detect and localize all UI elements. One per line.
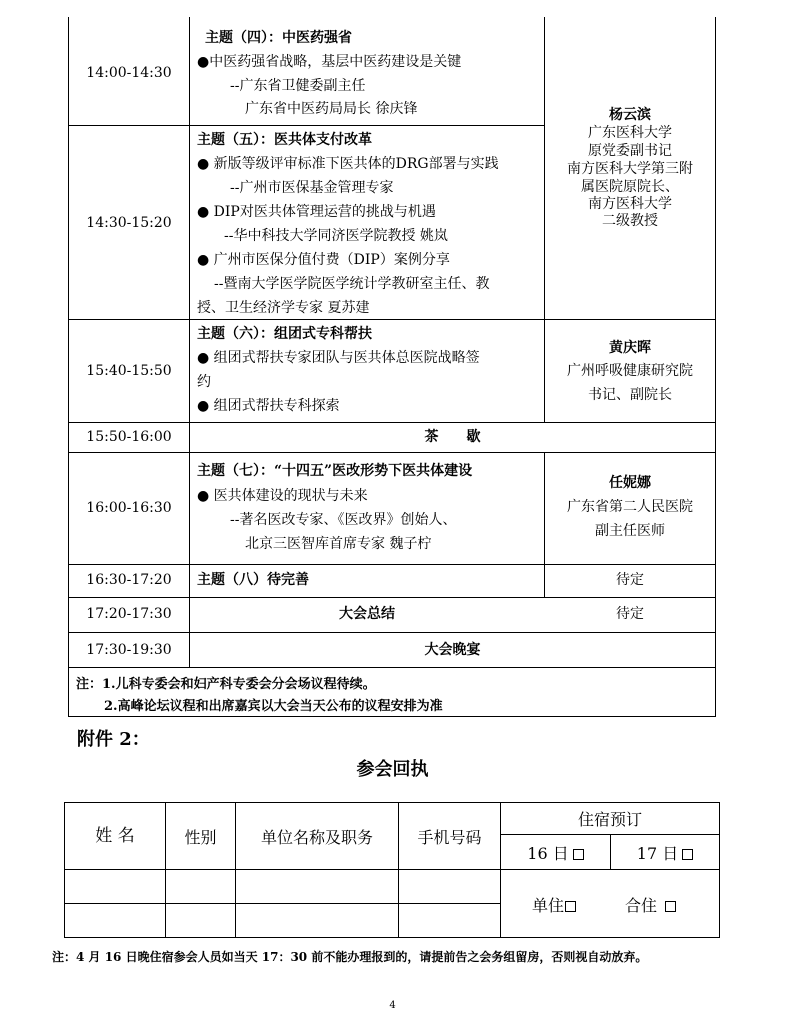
schedule-note: 注：1.儿科专委会和妇产科专委会分会场议程待续。	[76, 677, 376, 692]
checkbox-single[interactable]	[565, 901, 576, 912]
topic-title: 主题（六）：组团式专科帮扶	[197, 326, 372, 342]
chair-tbd: 待定	[616, 606, 644, 622]
header-unit: 单位名称及职务	[260, 828, 373, 847]
day16-option[interactable]	[501, 844, 610, 864]
topic-line: --广东省卫健委副主任	[230, 78, 366, 94]
day17-label: 17 日	[636, 844, 679, 863]
day17-option[interactable]	[611, 844, 719, 864]
time-cell: 15:40-15:50	[86, 363, 172, 379]
topic-line: ● 组团式帮扶专科探索	[197, 398, 340, 414]
closing-summary: 大会总结	[339, 606, 395, 622]
topic-line: --暨南大学医学院医学统计学教研室主任、教	[214, 276, 490, 292]
topic-line: ● DIP对医共体管理运营的挑战与机遇	[197, 204, 436, 220]
chair-tbd: 待定	[616, 572, 644, 588]
single-room-option[interactable]	[532, 896, 576, 916]
time-cell: 16:00-16:30	[86, 500, 172, 516]
attachment-label: 附件 2：	[77, 729, 150, 750]
time-cell: 14:30-15:20	[86, 215, 172, 231]
chair-title: 原党委副书记	[588, 143, 672, 159]
chair-title: 广东医科大学	[588, 125, 672, 141]
topic-title: 主题（七）：“十四五”医改形势下医共体建设	[197, 463, 473, 479]
topic-line: ● 新版等级评审标准下医共体的DRG部署与实践	[197, 156, 499, 172]
form-title: 参会回执	[356, 759, 429, 780]
topic-line: 北京三医智库首席专家 魏子柠	[245, 536, 432, 552]
topic-line: ● 医共体建设的现状与未来	[197, 488, 368, 504]
footnote: 注：4 月 16 日晚住宿参会人员如当天 17：30 前不能办理报到的，请提前告之会务组留房，否则视自动放弃。	[52, 950, 648, 964]
header-gender: 性别	[184, 828, 217, 847]
chair-name: 杨云滨	[609, 107, 651, 123]
topic-title: 主题（五）：医共体支付改革	[197, 132, 372, 148]
time-cell: 14:00-14:30	[86, 65, 172, 81]
topic-line: --著名医改专家、《医改界》创始人、	[230, 512, 457, 528]
chair-title: 书记、副院长	[588, 387, 672, 403]
time-cell: 17:30-19:30	[86, 642, 172, 658]
chair-title: 副主任医师	[595, 523, 665, 539]
topic-line: 广东省中医药局局长 徐庆锋	[245, 101, 418, 117]
single-room-label: 单住	[532, 896, 565, 915]
topic-line: --广州市医保基金管理专家	[230, 180, 394, 196]
tea-break: 茶 歇	[424, 429, 481, 445]
time-cell: 17:20-17:30	[86, 606, 172, 622]
chair-title: 二级教授	[602, 213, 658, 229]
chair-name: 任妮娜	[609, 475, 651, 491]
chair-name: 黄庆晖	[609, 340, 651, 356]
chair-title: 广东省第二人民医院	[567, 499, 693, 515]
schedule-note: 2.高峰论坛议程和出席嘉宾以大会当天公布的议程安排为准	[104, 699, 443, 714]
header-name: 姓 名	[95, 826, 135, 846]
shared-room-label: 合住	[625, 896, 658, 915]
header-phone: 手机号码	[417, 828, 482, 847]
topic-line: 约	[197, 374, 211, 390]
shared-room-option[interactable]	[625, 896, 676, 916]
topic-line: ●中医药强省战略，基层中医药建设是关键	[197, 54, 462, 70]
topic-title: 主题（八）待完善	[197, 572, 309, 588]
banquet: 大会晚宴	[424, 642, 481, 658]
time-cell: 15:50-16:00	[86, 429, 172, 445]
chair-title: 南方医科大学	[588, 196, 672, 212]
topic-line: 授、卫生经济学专家 夏苏建	[197, 300, 370, 316]
topic-line: --华中科技大学同济医学院教授 姚岚	[224, 228, 448, 244]
topic-title: 主题（四）：中医药强省	[205, 30, 352, 46]
checkbox-day16[interactable]	[573, 849, 584, 860]
chair-title: 属医院原院长、	[581, 179, 679, 195]
topic-line: ● 广州市医保分值付费（DIP）案例分享	[197, 252, 450, 268]
time-cell: 16:30-17:20	[86, 572, 172, 588]
checkbox-day17[interactable]	[682, 849, 693, 860]
checkbox-shared[interactable]	[665, 901, 676, 912]
day16-label: 16 日	[527, 844, 569, 863]
page-number: 4	[389, 1000, 396, 1011]
chair-title: 南方医科大学第三附	[567, 161, 693, 177]
topic-line: ● 组团式帮扶专家团队与医共体总医院战略签	[197, 350, 480, 366]
header-lodging: 住宿预订	[577, 810, 642, 829]
chair-title: 广州呼吸健康研究院	[567, 363, 693, 379]
